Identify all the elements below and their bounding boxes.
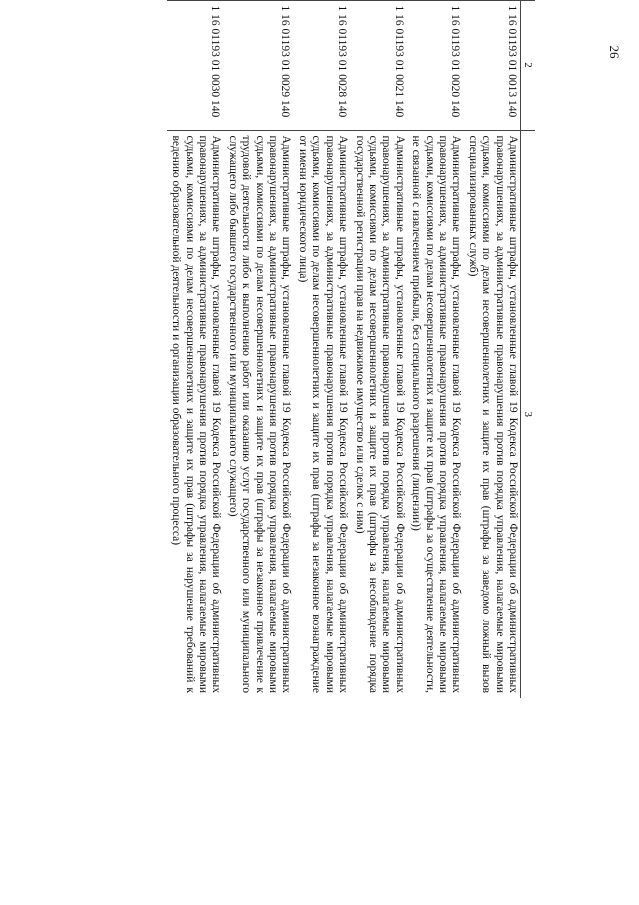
description-cell: Административные штрафы, установленные главой 19 Кодекса Российской Федерации об административных правонарушениях, за административные правонарушения против порядка управления, налагаемые мировыми судьями, комиссиями по делам несовершеннолетних и защите их прав (штрафы за несоблюдение порядка государственной регистрации прав на недвижимое имущество или сделок с ним) (350, 130, 407, 698)
description-cell: Административные штрафы, установленные главой 19 Кодекса Российской Федерации об административных правонарушениях, за административные правонарушения против порядка управления, налагаемые мировыми судьями, комиссиями по делам несовершеннолетних и защите их прав (штрафы за нарушение требований к ведению образовательной деятельности и организации образовательного процесса) (167, 130, 224, 698)
table-row (350, 0, 407, 698)
description-cell: Административные штрафы, установленные главой 19 Кодекса Российской Федерации об административных правонарушениях, за административные правонарушения против порядка управления, налагаемые мировыми судьями, комиссиями по делам несовершеннолетних и защите их прав (штрафы за незаконное вознаграждение от имени юридического лица) (294, 130, 351, 698)
table-row (407, 0, 464, 698)
revenue-code-cell: 1 16 01193 01 0029 140 (223, 0, 293, 130)
revenue-code-cell: 1 16 01193 01 0021 140 (350, 0, 407, 130)
table-row (294, 0, 351, 698)
table-header-row (521, 0, 536, 698)
table-row (223, 0, 293, 698)
revenue-code-cell: 1 16 01193 01 0028 140 (294, 0, 351, 130)
page-number: 26 (607, 45, 622, 59)
column-header-3: 3 (521, 130, 536, 698)
description-cell: Административные штрафы, установленные главой 19 Кодекса Российской Федерации об административных правонарушениях, за административные правонарушения против порядка управления, налагаемые мировыми судьями, комиссиями по делам несовершеннолетних и защите их прав (штрафы за заведомо ложный вызов специализированных служб) (463, 130, 520, 698)
revenue-code-cell: 1 16 01193 01 0013 140 (463, 0, 520, 130)
column-header-2: 2 (521, 0, 536, 130)
description-cell: Административные штрафы, установленные главой 19 Кодекса Российской Федерации об административных правонарушениях, за административные правонарушения против порядка управления, налагаемые мировыми судьями, комиссиями по делам несовершеннолетних и защите их прав (штрафы за осуществление деятельности, не связанной с извлечением прибыли, без специального разрешения (лицензии)) (407, 130, 464, 698)
table-row (167, 0, 224, 698)
revenue-code-cell: 1 16 01193 01 0020 140 (407, 0, 464, 130)
revenue-codes-table (105, 0, 535, 698)
table-row (463, 0, 520, 698)
revenue-code-cell: 1 16 01193 01 0030 140 (167, 0, 224, 130)
description-cell: Административные штрафы, установленные главой 19 Кодекса Российской Федерации об административных правонарушениях, за административные правонарушения против порядка управления, налагаемые мировыми судьями, комиссиями по делам несовершеннолетних и защите их прав (штрафы за незаконное привлечение к трудовой деятельности либо к выполнению работ или оказанию услуг государственного или муниципального служащего либо бывшего государственного или муниципального служащего) (223, 130, 293, 698)
